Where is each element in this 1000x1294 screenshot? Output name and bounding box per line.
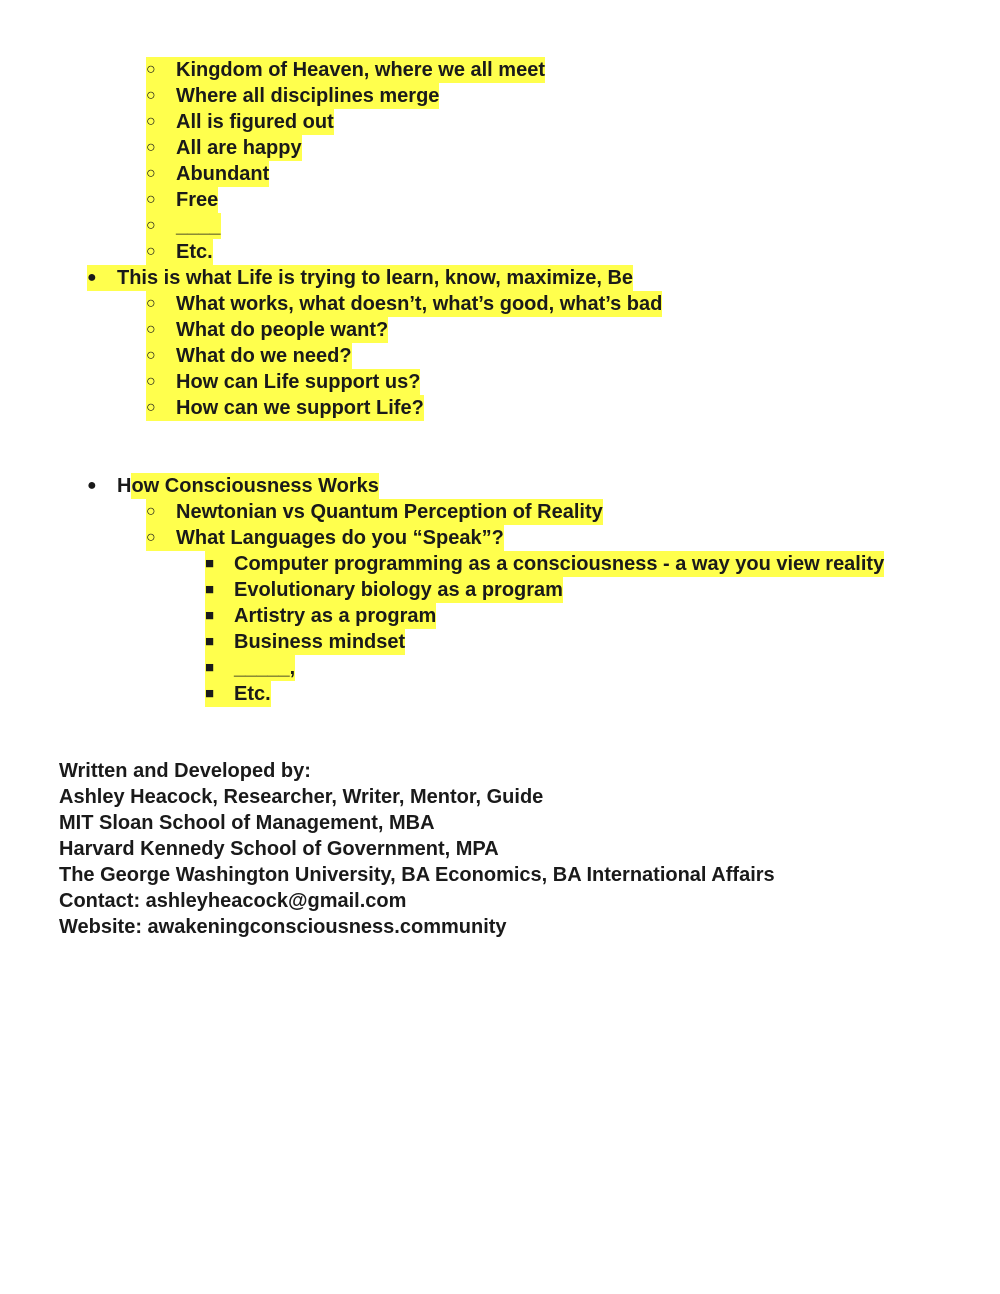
circle-bullet-icon: ○ <box>146 529 156 546</box>
list-item: ○ Newtonian vs Quantum Perception of Reality <box>146 501 603 523</box>
list-item: ○ Abundant <box>146 163 270 185</box>
circle-bullet-icon: ○ <box>146 347 156 364</box>
circle-bullet-icon: ○ <box>146 243 156 260</box>
list-item: ○ What works, what doesn’t, what’s good, what’s bad <box>146 293 663 315</box>
circle-bullet-icon: ○ <box>146 373 156 390</box>
square-bullet-icon: ■ <box>205 685 215 702</box>
circle-bullet-icon: ○ <box>146 165 156 182</box>
circle-bullet-icon: ○ <box>146 217 156 234</box>
list-item: ○ Etc. <box>146 241 213 263</box>
list-item: ○ Free <box>146 189 219 211</box>
education-line: The George Washington University, BA Economics, BA International Affairs <box>59 864 775 886</box>
square-bullet-icon: ■ <box>205 607 215 624</box>
list-item: ■ Business mindset <box>205 631 406 653</box>
list-item: ■ _____, <box>205 657 296 679</box>
circle-bullet-icon: ○ <box>146 295 156 312</box>
square-bullet-icon: ■ <box>205 581 215 598</box>
circle-bullet-icon: ○ <box>146 87 156 104</box>
square-bullet-icon: ■ <box>205 659 215 676</box>
list-item: ■ Computer programming as a consciousness - a way you view reality <box>205 553 885 575</box>
list-item: ○ How can Life support us? <box>146 371 421 393</box>
circle-bullet-icon: ○ <box>146 191 156 208</box>
list-item: ○ What do we need? <box>146 345 352 367</box>
circle-bullet-icon: ○ <box>146 399 156 416</box>
list-item: ○ What Languages do you “Speak”? <box>146 527 504 549</box>
list-item: ■ Artistry as a program <box>205 605 437 627</box>
circle-bullet-icon: ○ <box>146 321 156 338</box>
list-item: ○ ____ <box>146 215 221 237</box>
circle-bullet-icon: ○ <box>146 61 156 78</box>
credits-heading: Written and Developed by: <box>59 760 311 782</box>
list-item: ○ All is figured out <box>146 111 334 133</box>
list-item: ■ Evolutionary biology as a program <box>205 579 563 601</box>
list-item: ○ Where all disciplines merge <box>146 85 440 107</box>
square-bullet-icon: ■ <box>205 555 215 572</box>
disc-bullet-icon: ● <box>87 477 97 494</box>
list-item: ○ Kingdom of Heaven, where we all meet <box>146 59 545 81</box>
website-line: Website: awakeningconsciousness.community <box>59 916 507 938</box>
list-item-life: ● This is what Life is trying to learn, know, maximize, Be <box>87 267 634 289</box>
author-name: Ashley Heacock, Researcher, Writer, Mentor, Guide <box>59 786 544 808</box>
author-credits <box>59 758 775 940</box>
list-item: ○ How can we support Life? <box>146 397 424 419</box>
circle-bullet-icon: ○ <box>146 113 156 130</box>
education-line: Harvard Kennedy School of Government, MPA <box>59 838 499 860</box>
circle-bullet-icon: ○ <box>146 139 156 156</box>
list-item-consciousness: ● H ow Consciousness Works <box>87 475 379 497</box>
education-line: MIT Sloan School of Management, MBA <box>59 812 435 834</box>
list-item: ○ What do people want? <box>146 319 389 341</box>
list-item: ■ Etc. <box>205 683 271 705</box>
contact-email: Contact: ashleyheacock@gmail.com <box>59 890 407 912</box>
disc-bullet-icon: ● <box>87 269 97 286</box>
list-item: ○ All are happy <box>146 137 302 159</box>
circle-bullet-icon: ○ <box>146 503 156 520</box>
square-bullet-icon: ■ <box>205 633 215 650</box>
